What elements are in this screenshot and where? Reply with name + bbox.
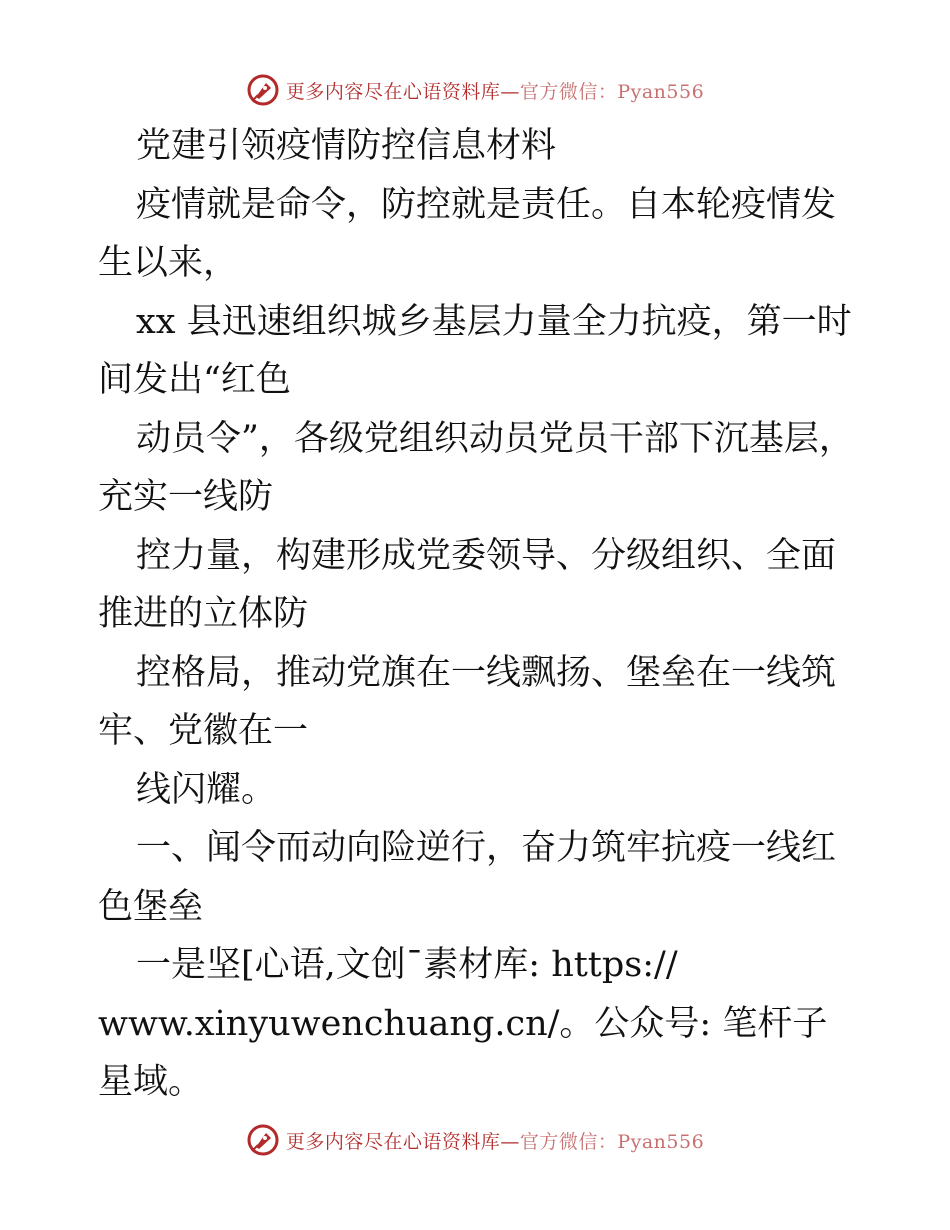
paragraph: 动员令”，各级党组织动员党员干部下沉基层，充实一线防 [98, 418, 854, 517]
paragraph: 线闪耀。 [136, 769, 277, 810]
header-banner [0, 70, 950, 110]
pen-nib-logo-icon [246, 73, 280, 107]
wechat-id: 官方微信：Pyan556 [519, 80, 705, 103]
paragraph: 一是坚[心语,文创¯素材库: https:// [136, 945, 678, 985]
wechat-id: 官方微信：Pyan556 [519, 1130, 705, 1153]
footer-banner [0, 1120, 950, 1160]
banner-text: 更多内容尽在心语资料库—官方微信：Pyan556 [285, 1130, 705, 1153]
paragraph: 疫情就是命令，防控就是责任。自本轮疫情发生以来， [98, 184, 837, 283]
document-title: 党建引领疫情防控信息材料 [136, 126, 557, 166]
document-body [98, 117, 858, 1112]
paragraph: xx 县迅速组织城乡基层力量全力抗疫，第一时间发出“红色 [98, 301, 852, 400]
banner-text: 更多内容尽在心语资料库—官方微信：Pyan556 [285, 80, 705, 103]
section-heading: 一、闻令而动向险逆行，奋力筑牢抗疫一线红色堡垒 [98, 828, 837, 927]
paragraph: 控格局，推动党旗在一线飘扬、堡垒在一线筑牢、党徽在一 [98, 652, 837, 751]
paragraph: www.xinyuwenchuang.cn/。公众号: 笔杆子星域。 [98, 1003, 828, 1102]
paragraph: 控力量，构建形成党委领导、分级组织、全面推进的立体防 [98, 535, 837, 634]
pen-nib-logo-icon [246, 1123, 280, 1157]
